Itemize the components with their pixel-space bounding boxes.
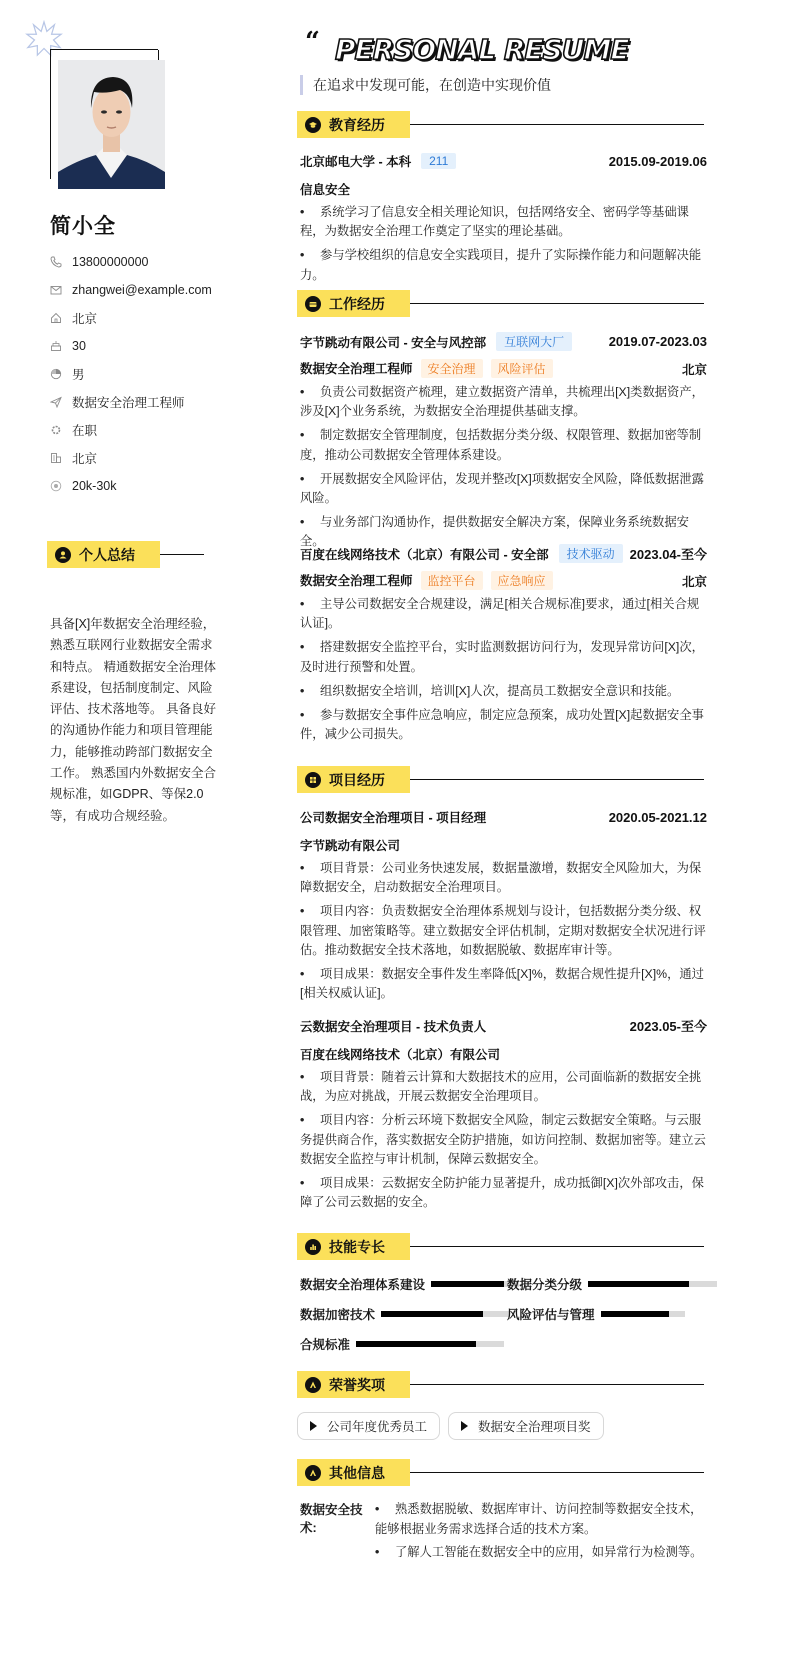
summary-section-header xyxy=(47,541,204,568)
user-icon xyxy=(55,547,71,563)
skill-item xyxy=(300,1275,519,1293)
info-salary xyxy=(50,472,212,500)
city-value: 北京 xyxy=(72,312,98,326)
other-label: 数据安全技术: xyxy=(300,1503,363,1535)
skill-bar xyxy=(588,1281,717,1287)
home-icon xyxy=(50,312,62,324)
section-divider xyxy=(410,1384,704,1386)
work-section-header xyxy=(297,290,704,317)
skill-bar xyxy=(431,1281,519,1287)
briefcase-icon xyxy=(305,296,321,312)
projects-section-header xyxy=(297,766,704,793)
skill-bar-fill xyxy=(588,1281,689,1287)
skill-item xyxy=(300,1305,509,1323)
project-bullet: • 项目成果：云数据安全防护能力显著提升，成功抵御[X]次外部攻击，保障了公司云数据的安全。 xyxy=(300,1176,704,1210)
project-name: 公司数据安全治理项目 - 项目经理 xyxy=(300,811,487,825)
phone-icon xyxy=(50,256,62,268)
company-badge: 互联网大厂 xyxy=(496,332,572,351)
education-item xyxy=(300,152,707,285)
education-major: 信息安全 xyxy=(300,183,351,197)
skill-name: 数据安全治理体系建设 xyxy=(300,1278,426,1292)
school-badge: 211 xyxy=(421,153,456,169)
work-city-value: 北京 xyxy=(72,452,98,466)
education-section-header xyxy=(297,111,704,138)
section-divider xyxy=(410,779,704,781)
section-divider xyxy=(410,303,704,305)
contact-info-list xyxy=(50,248,212,500)
skill-bar xyxy=(356,1341,504,1347)
company-name: 字节跳动有限公司 - 安全与风控部 xyxy=(300,335,487,350)
awards-list xyxy=(297,1412,612,1440)
skill-item xyxy=(507,1275,717,1293)
info-position xyxy=(50,388,212,416)
skills-section-tag xyxy=(297,1233,410,1260)
resume-title: PERSONAL RESUME xyxy=(335,33,629,66)
awards-section-tag xyxy=(297,1371,410,1398)
job-tag: 风险评估 xyxy=(491,359,553,378)
skill-name: 合规标准 xyxy=(300,1338,351,1352)
project-bullet: • 项目背景：公司业务快速发展，数据量激增，数据安全风险加大，为保障数据安全，启动数据安全治理项目。 xyxy=(300,861,702,895)
email-value: zhangwei@example.com xyxy=(72,283,212,297)
work-item xyxy=(300,544,707,744)
job-role: 数据安全治理工程师 xyxy=(300,362,413,376)
skill-bar xyxy=(381,1311,509,1317)
age-icon xyxy=(50,340,62,352)
skills-title: 技能专长 xyxy=(329,1238,385,1255)
section-divider xyxy=(160,554,204,556)
quote-mark: “ xyxy=(305,27,320,57)
other-section-tag xyxy=(297,1459,410,1486)
project-bullet: • 项目内容：分析云环境下数据安全风险，制定云数据安全策略。与云服务提供商合作，落实数据安全防护措施，如访问控制、数据加密等。建立云数据安全监控与审计机制，保障云数据安全。 xyxy=(300,1113,706,1166)
work-item xyxy=(300,332,707,552)
award-chip: 公司年度优秀员工 xyxy=(297,1412,440,1440)
bar-chart-icon xyxy=(305,1239,321,1255)
avatar-photo xyxy=(58,60,165,189)
education-bullet: • 系统学习了信息安全相关理论知识，包括网络安全、密码学等基础课程，为数据安全治理工作奠定了坚实的理论基础。 xyxy=(300,205,689,239)
project-company: 百度在线网络技术（北京）有限公司 xyxy=(300,1048,501,1062)
info-status xyxy=(50,416,212,444)
position-value: 数据安全治理工程师 xyxy=(72,396,185,410)
sidebar xyxy=(0,0,260,1657)
project-name: 云数据安全治理项目 - 技术负责人 xyxy=(300,1019,487,1034)
company-name: 百度在线网络技术（北京）有限公司 - 安全部 xyxy=(300,547,549,562)
work-date: 2019.07-2023.03 xyxy=(608,334,707,349)
award-icon xyxy=(305,1377,321,1393)
work-bullet: • 组织数据安全培训，培训[X]人次，提高员工数据安全意识和技能。 xyxy=(300,683,680,698)
project-bullet: • 项目内容：负责数据安全治理体系规划与设计，包括数据分类分级、权限管理、加密策略等。建立数据安全评估机制，定期对数据安全状况进行评估。推动数据安全技术落地，如数据脱敏、数据库审计等。 xyxy=(300,904,706,957)
education-section-tag xyxy=(297,111,410,138)
other-bullet: • 了解人工智能在数据安全中的应用，如异常行为检测等。 xyxy=(375,1545,703,1559)
info-work-city xyxy=(50,444,212,472)
phone-value: 13800000000 xyxy=(72,255,149,269)
work-title: 工作经历 xyxy=(329,295,385,312)
other-info xyxy=(300,1500,710,1567)
project-bullet: • 项目背景：随着云计算和大数据技术的应用，公司面临新的数据安全挑战，为应对挑战，开展云数据安全治理项目。 xyxy=(300,1070,702,1104)
job-tag: 安全治理 xyxy=(421,359,483,378)
projects-title: 项目经历 xyxy=(329,771,385,788)
other-section-header xyxy=(297,1459,704,1486)
company-badge: 技术驱动 xyxy=(559,544,623,563)
skill-bar-fill xyxy=(601,1311,670,1317)
info-email xyxy=(50,276,212,304)
status-icon xyxy=(50,424,62,436)
skill-item xyxy=(300,1335,504,1353)
age-value: 30 xyxy=(72,339,86,353)
salary-icon xyxy=(50,480,62,492)
status-value: 在职 xyxy=(72,424,98,438)
candidate-name: 简小全 xyxy=(50,215,116,238)
skill-item xyxy=(507,1305,685,1323)
skill-name: 风险评估与管理 xyxy=(507,1308,595,1322)
gender-icon xyxy=(50,368,62,380)
project-company: 字节跳动有限公司 xyxy=(300,839,401,853)
work-bullet: • 参与数据安全事件应急响应，制定应急预案，成功处置[X]起数据安全事件，减少公司损失。 xyxy=(300,708,704,742)
award-chip: 数据安全治理项目奖 xyxy=(448,1412,604,1440)
job-location: 北京 xyxy=(681,362,707,377)
section-divider xyxy=(410,1246,704,1248)
work-bullet: • 开展数据安全风险评估，发现并整改[X]项数据安全风险，降低数据泄露风险。 xyxy=(300,471,704,506)
work-bullet: • 负责公司数据资产梳理，建立数据资产清单，共梳理出[X]类数据资产，涉及[X]个业务系统，为数据安全治理提供基础支撑。 xyxy=(300,385,704,419)
building-icon xyxy=(50,452,62,464)
awards-section-header xyxy=(297,1371,704,1398)
job-tag: 应急响应 xyxy=(491,571,553,590)
info-phone xyxy=(50,248,212,276)
skill-bar xyxy=(601,1311,685,1317)
graduation-cap-icon xyxy=(305,117,321,133)
project-date: 2020.05-2021.12 xyxy=(608,809,707,825)
job-tag: 监控平台 xyxy=(421,571,483,590)
job-role: 数据安全治理工程师 xyxy=(300,574,413,588)
education-bullet: • 参与学校组织的信息安全实践项目，提升了实际操作能力和问题解决能力。 xyxy=(300,248,702,282)
job-location: 北京 xyxy=(681,574,707,589)
section-divider xyxy=(410,1472,704,1474)
skill-bar-fill xyxy=(431,1281,504,1287)
info-gender xyxy=(50,360,212,388)
project-item xyxy=(300,808,707,1003)
school-name: 北京邮电大学 - 本科 xyxy=(300,155,412,169)
education-title: 教育经历 xyxy=(329,116,385,133)
awards-title: 荣誉奖项 xyxy=(329,1376,385,1393)
work-bullet: • 与业务部门沟通协作，提供数据安全解决方案，保障业务系统数据安全。 xyxy=(300,515,689,549)
project-bullet: • 项目成果：数据安全事件发生率降低[X]%，数据合规性提升[X]%，通过[相关权威认证]。 xyxy=(300,967,704,1001)
work-bullet: • 搭建数据安全监控平台，实时监测数据访问行为，发现异常访问[X]次，及时进行预警和处置。 xyxy=(300,640,704,674)
salary-value: 20k-30k xyxy=(72,479,117,493)
play-triangle-icon xyxy=(310,1421,317,1431)
gender-value: 男 xyxy=(72,368,85,382)
section-divider xyxy=(410,124,704,126)
skills-section-header xyxy=(297,1233,704,1260)
work-date: 2023.04-至今 xyxy=(629,547,707,562)
summary-title: 个人总结 xyxy=(79,546,135,563)
work-bullet: • 制定数据安全管理制度，包括数据分类分级、权限管理、数据加密等制度，推动公司数据安全管理体系建设。 xyxy=(300,428,702,462)
project-date: 2023.05-至今 xyxy=(629,1019,707,1034)
summary-section-tag xyxy=(47,541,160,568)
info-age xyxy=(50,332,212,360)
work-section-tag xyxy=(297,290,410,317)
motto: 在追求中发现可能，在创造中实现价值 xyxy=(300,75,551,95)
grid-icon xyxy=(305,772,321,788)
play-triangle-icon xyxy=(461,1421,468,1431)
info-city xyxy=(50,304,212,332)
info-icon xyxy=(305,1465,321,1481)
education-date: 2015.09-2019.06 xyxy=(608,153,707,169)
skill-name: 数据加密技术 xyxy=(300,1308,376,1322)
work-bullet: • 主导公司数据安全合规建设，满足[相关合规标准]要求，通过[相关合规认证]。 xyxy=(300,597,700,631)
mail-icon xyxy=(50,284,62,296)
projects-section-tag xyxy=(297,766,410,793)
project-item xyxy=(300,1016,707,1212)
other-title: 其他信息 xyxy=(329,1464,385,1481)
skill-bar-fill xyxy=(356,1341,476,1347)
send-icon xyxy=(50,396,62,408)
summary-text: 具备[X]年数据安全治理经验，熟悉互联网行业数据安全需求和特点。 精通数据安全治理体系建设，包括制度制定、风险评估、技术落地等。 具备良好的沟通协作能力和项目管理能力，能够推动跨部门数据安全工作。 熟悉国内外数据安全合规标准，如GDPR、等保2.0等，有成功合规经验。 xyxy=(50,617,216,823)
other-bullet: • 熟悉数据脱敏、数据库审计、访问控制等数据安全技术，能够根据业务需求选择合适的技术方案。 xyxy=(375,1502,703,1536)
skill-bar-fill xyxy=(381,1311,483,1317)
skill-name: 数据分类分级 xyxy=(507,1278,583,1292)
